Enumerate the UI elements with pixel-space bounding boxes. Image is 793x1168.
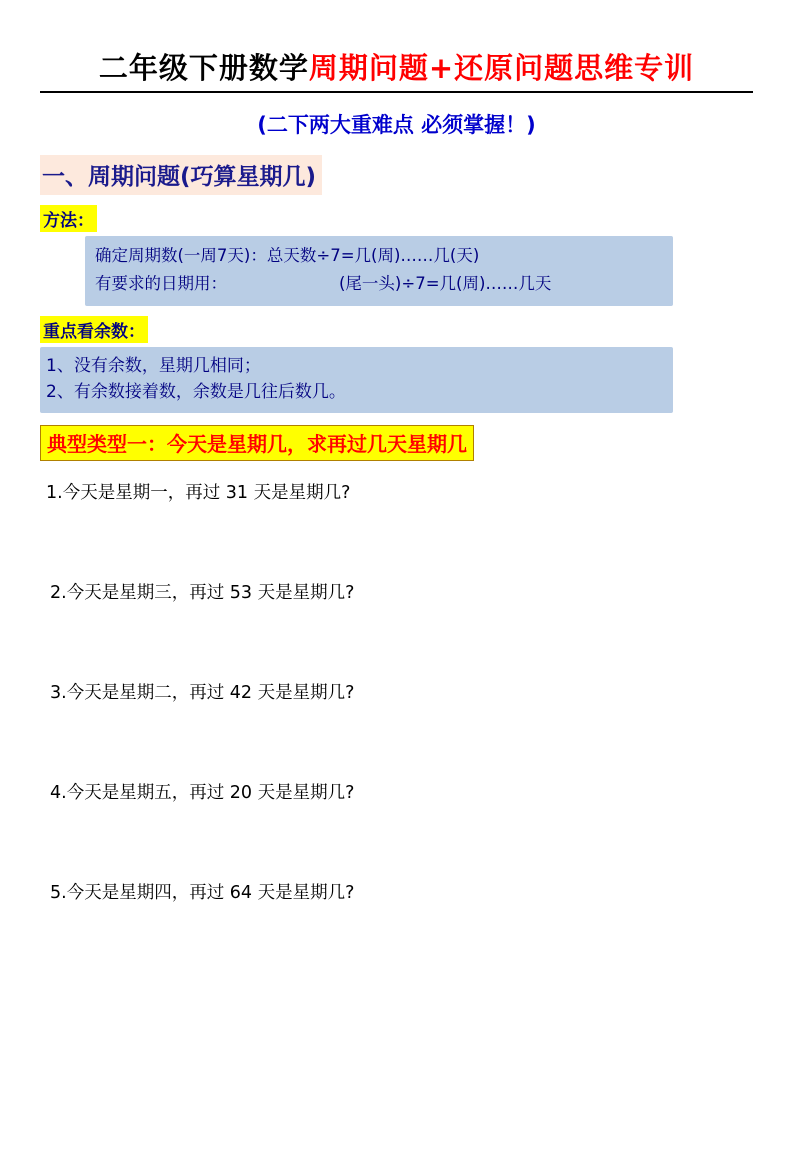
method-formula-box — [85, 236, 673, 306]
question-item: 4.今天是星期五，再过 20 天是星期几? — [50, 783, 355, 803]
question-item: 1.今天是星期一，再过 31 天是星期几? — [46, 483, 351, 503]
type-banner: 典型类型一：今天是星期几，求再过几天星期几 — [40, 425, 474, 461]
remainder-label: 重点看余数： — [40, 316, 148, 343]
method-formula-line-1-head: 确定周期数(一周7天)： — [95, 246, 267, 265]
method-label-wrap — [40, 195, 753, 232]
question-list — [40, 479, 753, 979]
method-label: 方法： — [40, 205, 97, 232]
question-item: 3.今天是星期二，再过 42 天是星期几? — [50, 683, 355, 703]
method-formula-line-2-body: (尾一头)÷7=几(周)……几天 — [339, 274, 552, 293]
rules-box — [40, 347, 673, 413]
worksheet-page — [0, 46, 793, 1168]
rule-line-1: 1、没有余数，星期几相同； — [46, 356, 261, 376]
method-formula-line-1-body: 总天数÷7=几(周)……几(天) — [266, 246, 480, 265]
remainder-label-wrap — [40, 306, 753, 343]
method-formula-line-2 — [95, 270, 663, 298]
section-heading: 一、周期问题(巧算星期几) — [40, 155, 322, 195]
section-heading-wrap — [40, 139, 753, 195]
rule-line-2: 2、有余数接着数，余数是几往后数几。 — [46, 382, 346, 402]
page-subtitle: (二下两大重难点 必须掌握！) — [257, 113, 536, 137]
type-banner-wrap — [40, 413, 753, 461]
method-formula-line-2-head: 有要求的日期用： — [95, 274, 227, 293]
page-title — [40, 46, 753, 93]
method-formula-line-1 — [95, 242, 663, 270]
question-item: 5.今天是星期四，再过 64 天是星期几? — [50, 883, 355, 903]
page-title-black: 二年级下册数学 — [98, 51, 309, 85]
page-title-red: 周期问题+还原问题思维专训 — [308, 51, 695, 85]
question-item: 2.今天是星期三，再过 53 天是星期几? — [50, 583, 355, 603]
